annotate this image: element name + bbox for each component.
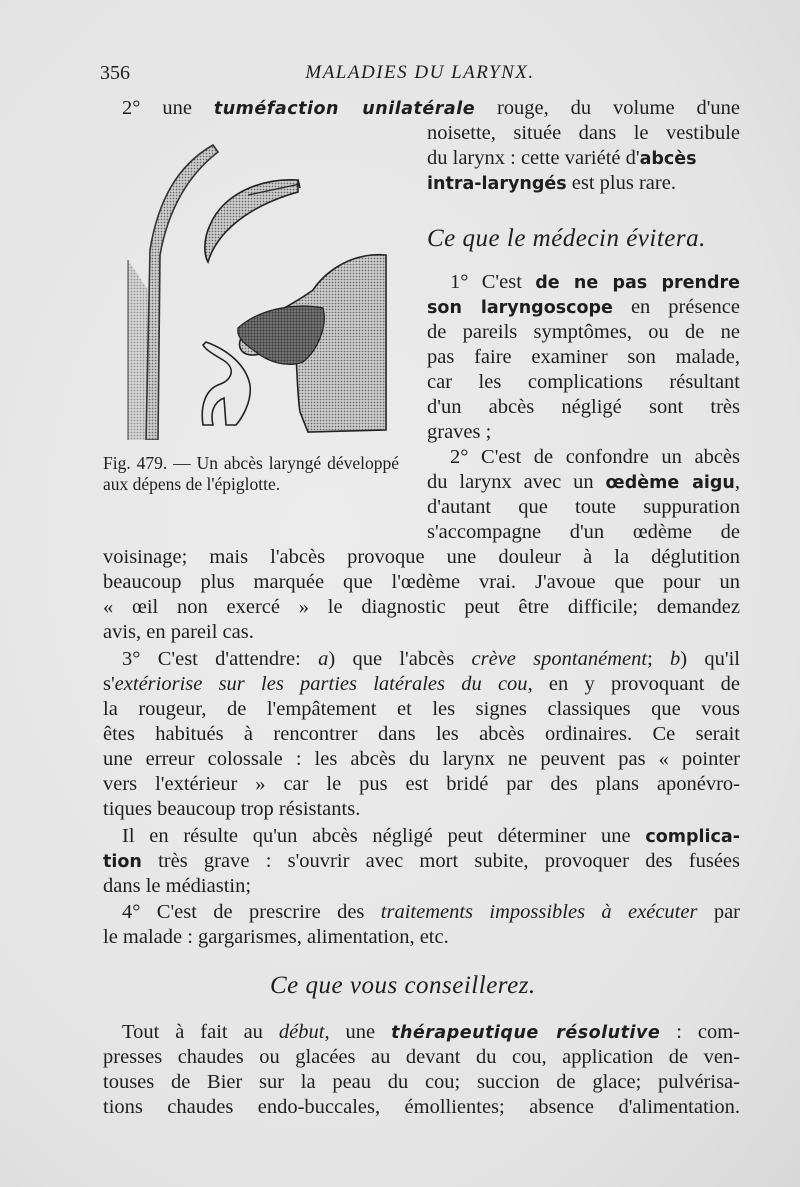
item4-line-1: 4° C'est de prescrire des traitements impossibles à exécuter par bbox=[122, 901, 740, 923]
item2-line-5: voisinage; mais l'abcès provoque une douleur à la déglutition bbox=[103, 546, 740, 568]
intro-line-3: du larynx : cette variété d'abcès bbox=[427, 147, 697, 169]
item3-line-3: la rougeur, de l'empâtement et les signes classiques que vous bbox=[103, 698, 740, 720]
item4-line-2: le malade : gargarismes, alimentation, etc. bbox=[103, 926, 449, 948]
item3-line-4: êtes habitués à rencontrer dans les abcès ordinaires. Ce serait bbox=[103, 723, 740, 745]
item3-line-7: tiques beaucoup trop résistants. bbox=[103, 798, 361, 820]
page-header bbox=[100, 62, 740, 88]
intro-line-2: noisette, située dans le vestibule bbox=[427, 122, 740, 144]
item2-line-8: avis, en pareil cas. bbox=[103, 621, 254, 643]
item2-line-2: du larynx avec un œdème aigu, bbox=[427, 471, 740, 493]
item3-p2-line-3: dans le médiastin; bbox=[103, 875, 252, 897]
section-heading-advise: Ce que vous conseillerez. bbox=[270, 972, 536, 999]
item2-line-6: beaucoup plus marquée que l'œdème vrai. J'avoue que pour un bbox=[103, 571, 740, 593]
advise-line-4: tions chaudes endo-buccales, émollientes; absence d'alimentation. bbox=[103, 1096, 740, 1118]
item1-line-3: de pareils symptômes, ou de ne bbox=[427, 321, 740, 343]
page-number: 356 bbox=[100, 62, 130, 84]
figure-larynx-abscess bbox=[118, 140, 408, 440]
item3-p2-line-2: tion très grave : s'ouvrir avec mort subite, provoquer des fusées bbox=[103, 850, 740, 872]
item1-line-6: d'un abcès négligé sont très bbox=[427, 396, 740, 418]
item1-line-4: pas faire examiner son malade, bbox=[427, 346, 740, 368]
advise-line-2: presses chaudes ou glacées au devant du cou, application de ven- bbox=[103, 1046, 740, 1068]
item2-line-1: 2° C'est de confondre un abcès bbox=[450, 446, 740, 468]
item3-line-5: une erreur colossale : les abcès du larynx ne peuvent pas « pointer bbox=[103, 748, 740, 770]
item3-line-6: vers l'extérieur » car le pus est bridé par des plans aponévro- bbox=[103, 773, 740, 795]
running-title: MALADIES DU LARYNX. bbox=[305, 62, 535, 83]
intro-line-1: 2° une tuméfaction unilatérale rouge, du volume d'une bbox=[122, 97, 740, 119]
item1-line-2: son laryngoscope en présence bbox=[427, 296, 740, 318]
item3-line-1: 3° C'est d'attendre: a) que l'abcès crève spontanément; b) qu'il bbox=[122, 648, 740, 670]
item3-p2-line-1: Il en résulte qu'un abcès négligé peut déterminer une complica- bbox=[122, 825, 740, 847]
intro-line-4: intra-laryngés est plus rare. bbox=[427, 172, 676, 194]
item2-line-4: s'accompagne d'un œdème de bbox=[427, 521, 740, 543]
item1-line-7: graves ; bbox=[427, 421, 492, 443]
section-heading-avoid: Ce que le médecin évitera. bbox=[427, 225, 706, 252]
figure-caption: Fig. 479. — Un abcès laryngé développé aux dépens de l'épiglotte. bbox=[103, 453, 399, 494]
item1-line-1: 1° C'est de ne pas prendre bbox=[450, 271, 741, 293]
advise-line-1: Tout à fait au début, une thérapeutique résolutive : com- bbox=[122, 1021, 740, 1043]
item2-line-3: d'autant que toute suppuration bbox=[427, 496, 740, 518]
advise-line-3: touses de Bier sur la peau du cou; succion de glace; pulvérisa- bbox=[103, 1071, 740, 1093]
item3-line-2: s'extériorise sur les parties latérales du cou, en y provoquant de bbox=[103, 673, 740, 695]
item2-line-7: « œil non exercé » le diagnostic peut être difficile; demandez bbox=[103, 596, 740, 618]
item1-line-5: car les complications résultant bbox=[427, 371, 740, 393]
